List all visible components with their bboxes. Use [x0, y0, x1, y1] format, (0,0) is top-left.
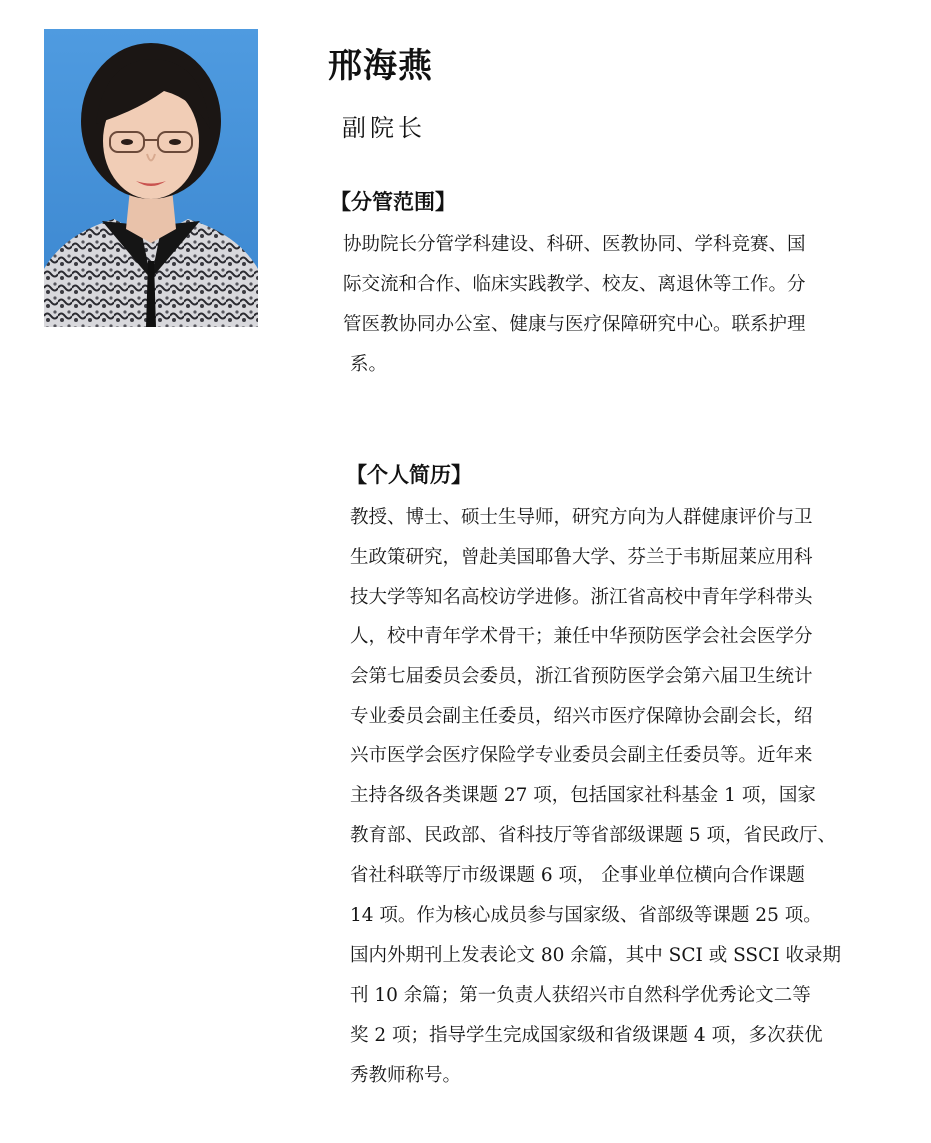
profile-photo — [44, 29, 258, 327]
resume-line: 刊 10 余篇；第一负责人获绍兴市自然科学优秀论文二等 — [350, 985, 811, 1006]
resume-line: 省社科联等厅市级课题 6 项， 企事业单位横向合作课题 — [350, 865, 805, 886]
resume-line: 技大学等知名高校访学进修。浙江省高校中青年学科带头 — [350, 587, 813, 608]
resume-line: 专业委员会副主任委员，绍兴市医疗保障协会副会长，绍 — [350, 706, 813, 727]
resume-line: 14 项。作为核心成员参与国家级、省部级等课题 25 项。 — [350, 905, 822, 926]
responsibilities-line: 管医教协同办公室、健康与医疗保障研究中心。联系护理 — [343, 314, 806, 335]
resume-line: 国内外期刊上发表论文 80 余篇，其中 SCI 或 SSCI 收录期 — [350, 945, 841, 966]
responsibilities-line: 系。 — [350, 354, 388, 375]
resume-line: 主持各级各类课题 27 项，包括国家社科基金 1 项，国家 — [350, 785, 816, 806]
portrait-photo-icon — [44, 29, 258, 327]
resume-line: 秀教师称号。 — [350, 1065, 462, 1086]
responsibilities-line: 际交流和合作、临床实践教学、校友、离退休等工作。分 — [343, 274, 806, 295]
resume-line: 奖 2 项；指导学生完成国家级和省级课题 4 项，多次获优 — [350, 1025, 823, 1046]
responsibilities-heading: 【分管范围】 — [330, 190, 456, 214]
resume-line: 会第七届委员会委员，浙江省预防医学会第六届卫生统计 — [350, 666, 813, 687]
resume-line: 教授、博士、硕士生导师，研究方向为人群健康评价与卫 — [350, 507, 813, 528]
person-title: 副院长 — [342, 114, 426, 142]
person-name: 邢海燕 — [328, 46, 433, 86]
resume-line: 人，校中青年学术骨干；兼任中华预防医学会社会医学分 — [350, 626, 813, 647]
resume-line: 生政策研究，曾赴美国耶鲁大学、芬兰于韦斯屈莱应用科 — [350, 547, 813, 568]
resume-heading: 【个人简历】 — [346, 463, 472, 487]
resume-line: 教育部、民政部、省科技厅等省部级课题 5 项，省民政厅、 — [350, 825, 837, 846]
responsibilities-line: 协助院长分管学科建设、科研、医教协同、学科竞赛、国 — [343, 234, 806, 255]
resume-line: 兴市医学会医疗保险学专业委员会副主任委员等。近年来 — [350, 745, 813, 766]
